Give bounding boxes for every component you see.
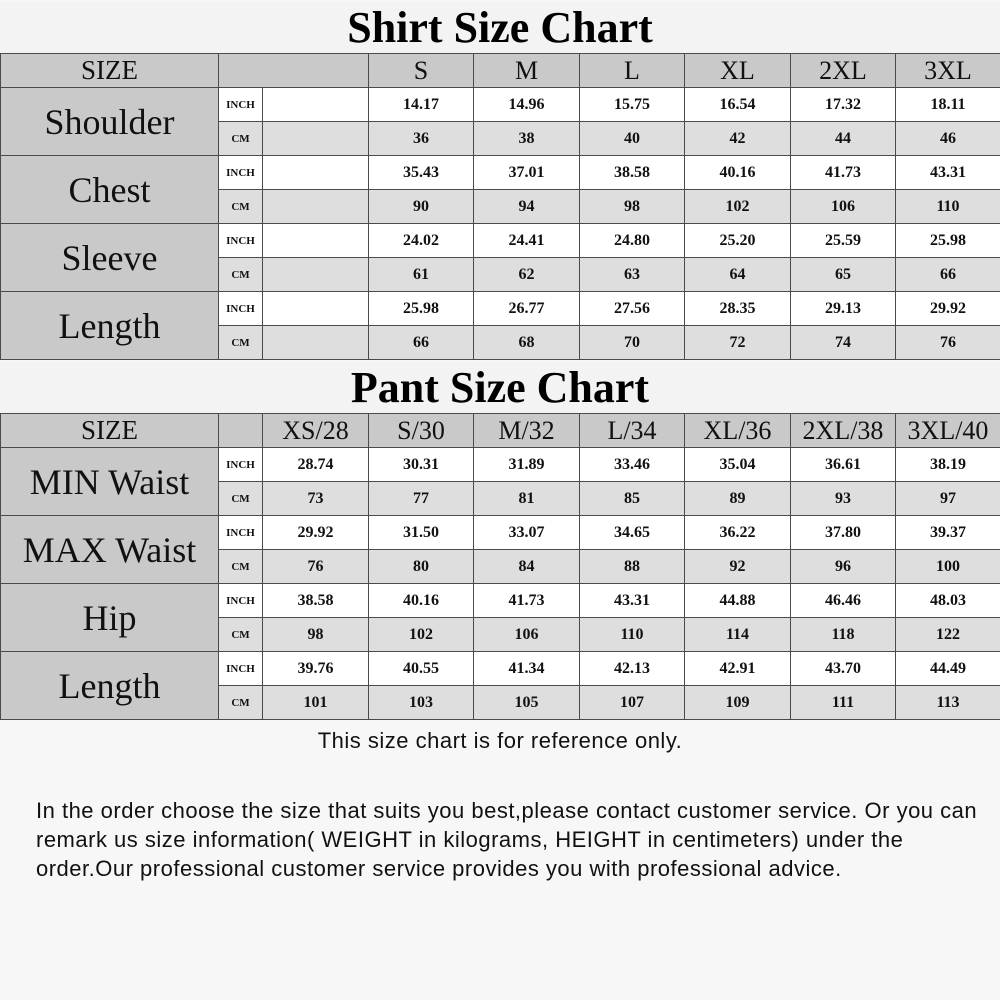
- value-cell: 93: [791, 482, 896, 516]
- value-cell: 74: [791, 326, 896, 360]
- value-cell: 68: [474, 326, 580, 360]
- measurement-label: Length: [1, 292, 219, 360]
- notes-section: [0, 728, 1000, 881]
- unit-label: INCH: [219, 292, 263, 326]
- value-cell: 102: [685, 190, 791, 224]
- value-cell: 109: [685, 686, 791, 720]
- measurement-label: Hip: [1, 584, 219, 652]
- size-header: 2XL: [791, 54, 896, 88]
- value-cell: 42.91: [685, 652, 791, 686]
- value-cell: 85: [580, 482, 685, 516]
- value-cell: 102: [369, 618, 474, 652]
- spacer-cell: [263, 156, 369, 190]
- value-cell: 38: [474, 122, 580, 156]
- table-row: [1, 448, 1000, 482]
- value-cell: 98: [263, 618, 369, 652]
- value-cell: 16.54: [685, 88, 791, 122]
- table-row: [1, 584, 1000, 618]
- value-cell: 89: [685, 482, 791, 516]
- table-row: [1, 652, 1000, 686]
- size-header: XL: [685, 54, 791, 88]
- measurement-label: Shoulder: [1, 88, 219, 156]
- unit-label: CM: [219, 482, 263, 516]
- spacer-cell: [263, 326, 369, 360]
- value-cell: 43.31: [896, 156, 1000, 190]
- unit-label: CM: [219, 618, 263, 652]
- size-header: M/32: [474, 414, 580, 448]
- value-cell: 62: [474, 258, 580, 292]
- value-cell: 44.88: [685, 584, 791, 618]
- table-row: [1, 292, 1000, 326]
- value-cell: 26.77: [474, 292, 580, 326]
- value-cell: 29.13: [791, 292, 896, 326]
- size-header: 2XL/38: [791, 414, 896, 448]
- value-cell: 25.98: [896, 224, 1000, 258]
- unit-label: INCH: [219, 652, 263, 686]
- value-cell: 37.80: [791, 516, 896, 550]
- value-cell: 41.73: [474, 584, 580, 618]
- value-cell: 97: [896, 482, 1000, 516]
- shirt-chart-title: Shirt Size Chart: [0, 2, 1000, 54]
- size-header: XL/36: [685, 414, 791, 448]
- header-blank-cell: [219, 54, 369, 88]
- value-cell: 36: [369, 122, 474, 156]
- size-header: L/34: [580, 414, 685, 448]
- value-cell: 35.04: [685, 448, 791, 482]
- unit-label: CM: [219, 686, 263, 720]
- size-label: SIZE: [1, 54, 219, 88]
- spacer-cell: [263, 122, 369, 156]
- value-cell: 122: [896, 618, 1000, 652]
- unit-label: INCH: [219, 156, 263, 190]
- value-cell: 72: [685, 326, 791, 360]
- value-cell: 66: [369, 326, 474, 360]
- spacer-cell: [263, 292, 369, 326]
- value-cell: 40.16: [685, 156, 791, 190]
- value-cell: 46: [896, 122, 1000, 156]
- value-cell: 40: [580, 122, 685, 156]
- value-cell: 29.92: [263, 516, 369, 550]
- value-cell: 31.50: [369, 516, 474, 550]
- measurement-label: Length: [1, 652, 219, 720]
- value-cell: 24.41: [474, 224, 580, 258]
- value-cell: 38.58: [580, 156, 685, 190]
- table-row: [1, 516, 1000, 550]
- unit-label: INCH: [219, 224, 263, 258]
- value-cell: 44: [791, 122, 896, 156]
- header-blank-cell: [219, 414, 263, 448]
- value-cell: 106: [474, 618, 580, 652]
- value-cell: 34.65: [580, 516, 685, 550]
- measurement-label: Chest: [1, 156, 219, 224]
- value-cell: 28.35: [685, 292, 791, 326]
- value-cell: 36.22: [685, 516, 791, 550]
- unit-label: CM: [219, 550, 263, 584]
- value-cell: 118: [791, 618, 896, 652]
- value-cell: 70: [580, 326, 685, 360]
- value-cell: 76: [263, 550, 369, 584]
- pant-chart-title: Pant Size Chart: [0, 362, 1000, 414]
- value-cell: 40.55: [369, 652, 474, 686]
- value-cell: 25.98: [369, 292, 474, 326]
- value-cell: 107: [580, 686, 685, 720]
- value-cell: 64: [685, 258, 791, 292]
- value-cell: 31.89: [474, 448, 580, 482]
- shirt-size-table: [0, 53, 1000, 360]
- spacer-cell: [263, 190, 369, 224]
- unit-label: INCH: [219, 516, 263, 550]
- value-cell: 36.61: [791, 448, 896, 482]
- value-cell: 44.49: [896, 652, 1000, 686]
- value-cell: 110: [580, 618, 685, 652]
- value-cell: 38.19: [896, 448, 1000, 482]
- value-cell: 41.73: [791, 156, 896, 190]
- table-row: [1, 156, 1000, 190]
- advice-note: In the order choose the size that suits you best,please contact customer service. Or you can remark us size information( WEIGHT in kilograms, HEIGHT in centimeters) under the order.Our professional customer service provides you with professional advice.: [36, 798, 978, 881]
- size-header: XS/28: [263, 414, 369, 448]
- unit-label: INCH: [219, 88, 263, 122]
- size-header: M: [474, 54, 580, 88]
- size-label: SIZE: [1, 414, 219, 448]
- value-cell: 92: [685, 550, 791, 584]
- value-cell: 46.46: [791, 584, 896, 618]
- unit-label: CM: [219, 122, 263, 156]
- value-cell: 61: [369, 258, 474, 292]
- value-cell: 106: [791, 190, 896, 224]
- value-cell: 103: [369, 686, 474, 720]
- shirt-header-row: [1, 54, 1000, 88]
- spacer-cell: [263, 88, 369, 122]
- value-cell: 33.07: [474, 516, 580, 550]
- value-cell: 39.37: [896, 516, 1000, 550]
- value-cell: 41.34: [474, 652, 580, 686]
- size-header: L: [580, 54, 685, 88]
- size-header: S/30: [369, 414, 474, 448]
- value-cell: 65: [791, 258, 896, 292]
- value-cell: 37.01: [474, 156, 580, 190]
- value-cell: 14.17: [369, 88, 474, 122]
- value-cell: 28.74: [263, 448, 369, 482]
- value-cell: 25.20: [685, 224, 791, 258]
- value-cell: 90: [369, 190, 474, 224]
- value-cell: 84: [474, 550, 580, 584]
- value-cell: 114: [685, 618, 791, 652]
- unit-label: INCH: [219, 584, 263, 618]
- value-cell: 94: [474, 190, 580, 224]
- size-header: 3XL/40: [896, 414, 1000, 448]
- value-cell: 27.56: [580, 292, 685, 326]
- value-cell: 110: [896, 190, 1000, 224]
- size-header: S: [369, 54, 474, 88]
- value-cell: 111: [791, 686, 896, 720]
- table-row: [1, 224, 1000, 258]
- value-cell: 96: [791, 550, 896, 584]
- value-cell: 66: [896, 258, 1000, 292]
- value-cell: 48.03: [896, 584, 1000, 618]
- value-cell: 29.92: [896, 292, 1000, 326]
- value-cell: 40.16: [369, 584, 474, 618]
- value-cell: 43.70: [791, 652, 896, 686]
- value-cell: 80: [369, 550, 474, 584]
- value-cell: 35.43: [369, 156, 474, 190]
- value-cell: 88: [580, 550, 685, 584]
- value-cell: 14.96: [474, 88, 580, 122]
- value-cell: 76: [896, 326, 1000, 360]
- value-cell: 101: [263, 686, 369, 720]
- value-cell: 24.02: [369, 224, 474, 258]
- spacer-cell: [263, 258, 369, 292]
- value-cell: 17.32: [791, 88, 896, 122]
- value-cell: 73: [263, 482, 369, 516]
- value-cell: 42.13: [580, 652, 685, 686]
- value-cell: 81: [474, 482, 580, 516]
- size-header: 3XL: [896, 54, 1000, 88]
- value-cell: 105: [474, 686, 580, 720]
- value-cell: 30.31: [369, 448, 474, 482]
- unit-label: CM: [219, 190, 263, 224]
- unit-label: INCH: [219, 448, 263, 482]
- unit-label: CM: [219, 326, 263, 360]
- value-cell: 24.80: [580, 224, 685, 258]
- spacer-cell: [263, 224, 369, 258]
- value-cell: 15.75: [580, 88, 685, 122]
- unit-label: CM: [219, 258, 263, 292]
- value-cell: 39.76: [263, 652, 369, 686]
- pant-size-table: [0, 413, 1000, 720]
- value-cell: 33.46: [580, 448, 685, 482]
- value-cell: 98: [580, 190, 685, 224]
- value-cell: 18.11: [896, 88, 1000, 122]
- value-cell: 63: [580, 258, 685, 292]
- value-cell: 38.58: [263, 584, 369, 618]
- measurement-label: MIN Waist: [1, 448, 219, 516]
- value-cell: 100: [896, 550, 1000, 584]
- value-cell: 77: [369, 482, 474, 516]
- value-cell: 43.31: [580, 584, 685, 618]
- reference-note: This size chart is for reference only.: [317, 728, 683, 753]
- table-row: [1, 88, 1000, 122]
- value-cell: 25.59: [791, 224, 896, 258]
- value-cell: 113: [896, 686, 1000, 720]
- pant-header-row: [1, 414, 1000, 448]
- measurement-label: MAX Waist: [1, 516, 219, 584]
- measurement-label: Sleeve: [1, 224, 219, 292]
- value-cell: 42: [685, 122, 791, 156]
